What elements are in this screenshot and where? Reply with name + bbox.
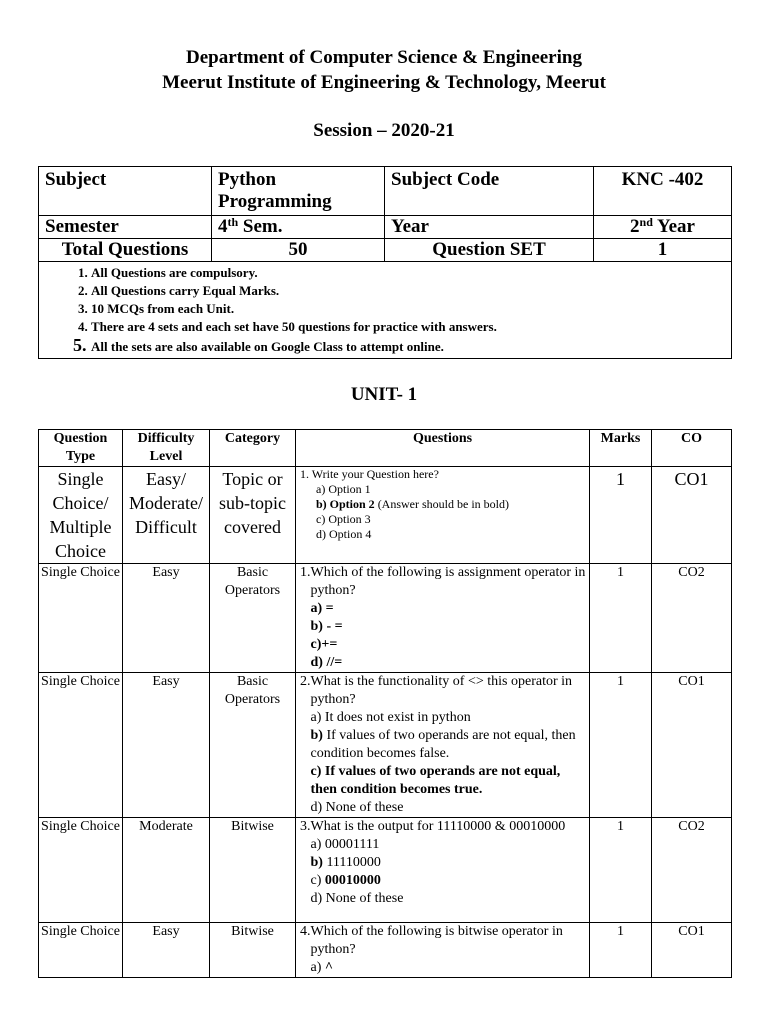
option-b: b) 11110000: [310, 855, 381, 870]
col-header-difficulty: Difficulty Level: [123, 430, 210, 467]
question-number: 2.: [300, 674, 311, 689]
question-number: 4.: [300, 924, 311, 939]
col-header-category: Category: [210, 430, 296, 467]
question-type-cell: Single Choice: [39, 818, 123, 923]
col-header-co: CO: [652, 430, 732, 467]
instructions-cell: [39, 262, 732, 359]
option-a: a) It does not exist in python: [310, 710, 471, 725]
instruction-item: 2. All Questions carry Equal Marks.: [91, 282, 731, 300]
marks-cell: 1: [590, 818, 652, 923]
subject-label: Subject: [39, 167, 212, 216]
category-cell: Basic Operators: [210, 673, 296, 818]
option-a: a) 00001111: [310, 837, 380, 852]
instruction-item: 5. All the sets are also available on Google Class to attempt online.: [91, 336, 731, 356]
question-number: 1.: [300, 565, 311, 580]
option-c: c)+=: [310, 637, 338, 652]
instruction-item: 1. All Questions are compulsory.: [91, 264, 731, 282]
option-d: d) //=: [310, 655, 343, 670]
question-cell: [296, 467, 590, 564]
instructions-list: [45, 264, 731, 356]
question-cell: [296, 923, 590, 978]
institute-heading: Meerut Institute of Engineering & Technology, Meerut: [162, 72, 606, 93]
department-heading: Department of Computer Science & Engineering: [186, 47, 582, 68]
marks-cell: 1: [590, 467, 652, 564]
question-text: What is the output for 11110000 & 00010000: [310, 819, 566, 834]
subject-info-table: [38, 166, 732, 359]
option-a: a) =: [310, 601, 334, 616]
table-row: [39, 564, 732, 673]
instruction-item: 3. 10 MCQs from each Unit.: [91, 300, 731, 318]
category-cell: Bitwise: [210, 818, 296, 923]
co-cell: CO1: [652, 673, 732, 818]
option-c: c) Option 3: [316, 512, 371, 526]
difficulty-cell: Easy: [123, 564, 210, 673]
question-type-cell: Single Choice: [39, 673, 123, 818]
option-b: b) If values of two operands are not equal, then condition becomes false.: [310, 728, 576, 761]
question-type-cell: Single Choice/ Multiple Choice: [39, 467, 123, 564]
option-c: c) If values of two operands are not equal, then condition becomes true.: [310, 764, 561, 797]
session-heading: Session – 2020-21: [313, 120, 455, 141]
year-label: Year: [385, 216, 594, 239]
table-row: [39, 673, 732, 818]
co-cell: CO2: [652, 564, 732, 673]
option-d: d) Option 4: [316, 527, 372, 541]
semester-label: Semester: [39, 216, 212, 239]
option-d: d) None of these: [310, 891, 404, 906]
question-cell: [296, 818, 590, 923]
co-cell: CO2: [652, 818, 732, 923]
subject-code-value: KNC -402: [594, 167, 732, 216]
table-row: [39, 923, 732, 978]
col-header-questions: Questions: [296, 430, 590, 467]
option-b: b) Option 2 (Answer should be in bold): [316, 497, 510, 511]
example-row: [39, 467, 732, 564]
subject-code-label: Subject Code: [385, 167, 594, 216]
semester-value: 4th Sem.: [212, 216, 385, 239]
question-number: 3.: [300, 819, 311, 834]
questions-table: [38, 429, 732, 978]
co-cell: CO1: [652, 923, 732, 978]
difficulty-cell: Easy: [123, 673, 210, 818]
marks-cell: 1: [590, 923, 652, 978]
option-c: c) 00010000: [310, 873, 381, 888]
difficulty-cell: Easy/ Moderate/ Difficult: [123, 467, 210, 564]
category-cell: Topic or sub-topic covered: [210, 467, 296, 564]
co-cell: CO1: [652, 467, 732, 564]
question-cell: [296, 564, 590, 673]
question-type-cell: Single Choice: [39, 923, 123, 978]
total-questions-label: Total Questions: [39, 239, 212, 262]
marks-cell: 1: [590, 673, 652, 818]
question-text: Which of the following is bitwise operator in python?: [310, 924, 563, 957]
subject-value: Python Programming: [212, 167, 385, 216]
option-a: a) ^: [310, 960, 334, 975]
table-row: [39, 818, 732, 923]
question-type-cell: Single Choice: [39, 564, 123, 673]
year-value: 2nd Year: [594, 216, 732, 239]
question-text: What is the functionality of <> this operator in python?: [310, 674, 573, 707]
difficulty-cell: Moderate: [123, 818, 210, 923]
difficulty-cell: Easy: [123, 923, 210, 978]
question-set-value: 1: [594, 239, 732, 262]
category-cell: Basic Operators: [210, 564, 296, 673]
option-d: d) None of these: [310, 800, 404, 815]
col-header-marks: Marks: [590, 430, 652, 467]
option-b: b) - =: [310, 619, 343, 634]
instruction-item: 4. There are 4 sets and each set have 50 questions for practice with answers.: [91, 318, 731, 336]
option-a: a) Option 1: [316, 482, 371, 496]
table-header-row: [39, 430, 732, 467]
question-set-label: Question SET: [385, 239, 594, 262]
unit-title: UNIT- 1: [350, 384, 418, 405]
col-header-question-type: Question Type: [39, 430, 123, 467]
category-cell: Bitwise: [210, 923, 296, 978]
question-cell: [296, 673, 590, 818]
question-text: 1. Write your Question here?: [300, 467, 439, 481]
marks-cell: 1: [590, 564, 652, 673]
total-questions-value: 50: [212, 239, 385, 262]
question-text: Which of the following is assignment operator in python?: [310, 565, 586, 598]
